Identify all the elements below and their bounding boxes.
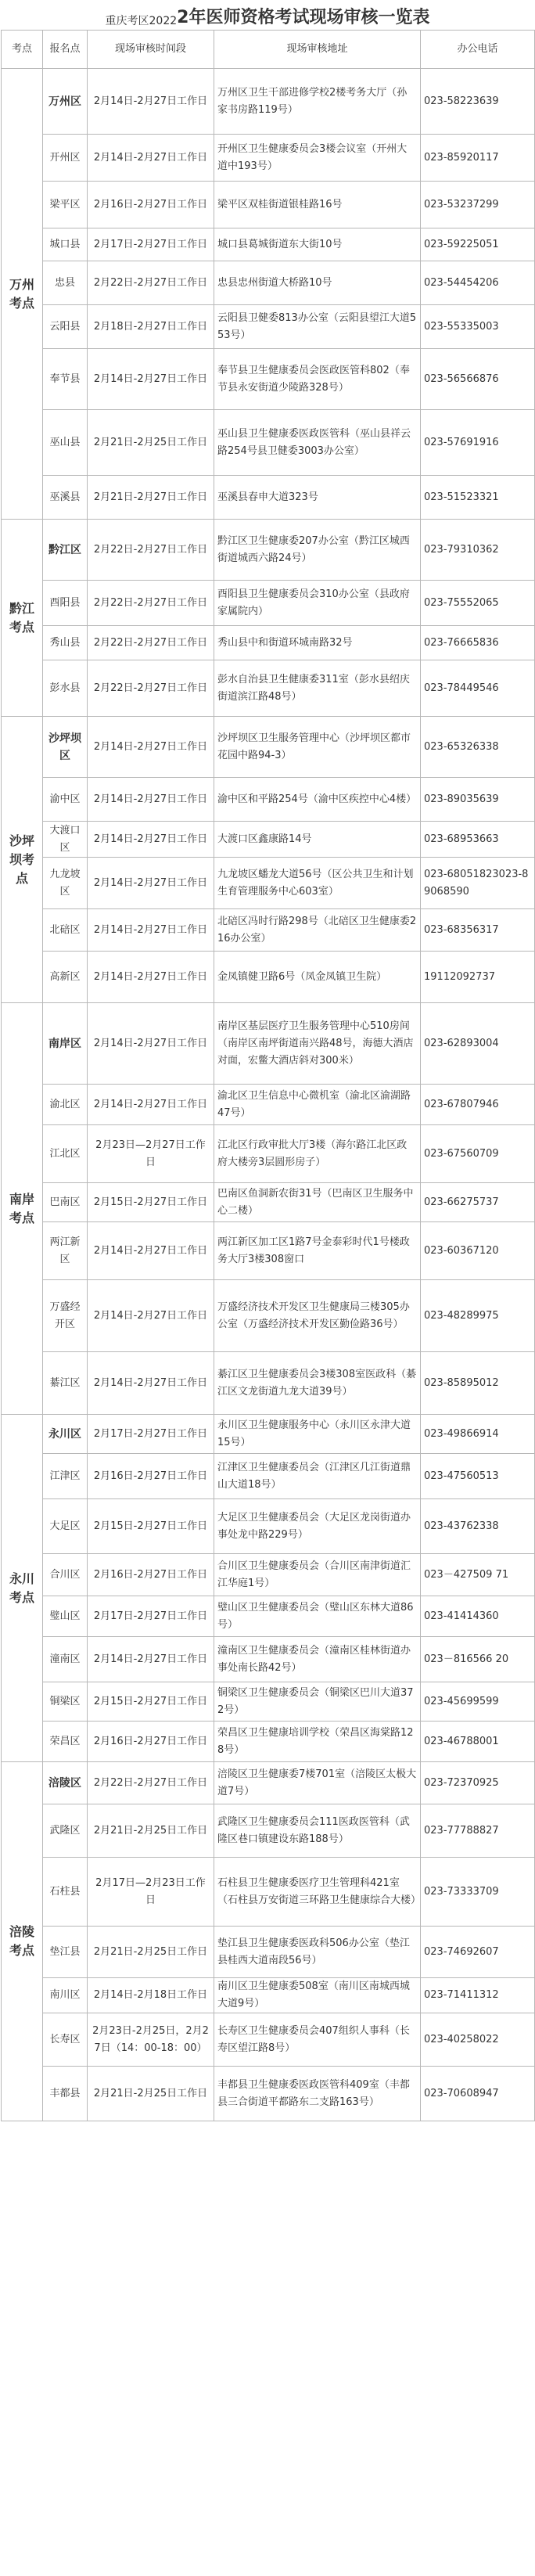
county-cell: 巫溪县 [43, 476, 88, 520]
region-cell: 万州考点 [2, 69, 43, 520]
address-cell: 潼南区卫生健康委员会（潼南区桂林街道办事处南长路42号） [214, 1637, 421, 1682]
dates-cell: 2月16日-2月27日工作日 [88, 1722, 214, 1762]
county-cell: 石柱县 [43, 1858, 88, 1927]
table-row [2, 1003, 535, 1085]
address-cell: 万州区卫生干部进修学校2楼考务大厅（孙家书房路119号） [214, 69, 421, 135]
table-row [2, 1280, 535, 1352]
table-row [2, 1927, 535, 1978]
header-address: 现场审核地址 [214, 31, 421, 69]
phone-cell: 023-51523321 [421, 476, 535, 520]
phone-cell: 023-49866914 [421, 1415, 535, 1454]
address-cell: 秀山县中和街道环城南路32号 [214, 626, 421, 660]
county-cell: 万州区 [43, 69, 88, 135]
phone-cell: 023-55335003 [421, 305, 535, 349]
address-cell: 城口县葛城街道东大街10号 [214, 228, 421, 261]
address-cell: 北碚区冯时行路298号（北碚区卫生健康委216办公室） [214, 909, 421, 952]
county-cell: 酉阳县 [43, 581, 88, 626]
county-cell: 铜梁区 [43, 1682, 88, 1722]
region-cell: 黔江考点 [2, 520, 43, 717]
address-cell: 酉阳县卫生健康委员会310办公室（县政府家属院内） [214, 581, 421, 626]
address-cell: 铜梁区卫生健康委员会（铜梁区巴川大道372号） [214, 1682, 421, 1722]
county-cell: 忠县 [43, 261, 88, 305]
address-cell: 渝北区卫生信息中心微机室（渝北区渝湖路47号） [214, 1085, 421, 1125]
table-row [2, 1415, 535, 1454]
header-dates: 现场审核时间段 [88, 31, 214, 69]
dates-cell: 2月22日-2月27日工作日 [88, 1762, 214, 1804]
dates-cell: 2月21日-2月25日工作日 [88, 410, 214, 476]
phone-cell: 023-65326338 [421, 717, 535, 778]
county-cell: 永川区 [43, 1415, 88, 1454]
phone-cell: 023-40258022 [421, 2013, 535, 2067]
county-cell: 黔江区 [43, 520, 88, 581]
phone-cell: 023-85920117 [421, 135, 535, 182]
dates-cell: 2月15日-2月27日工作日 [88, 1499, 214, 1554]
phone-cell: 023－816566 20 [421, 1637, 535, 1682]
dates-cell: 2月22日-2月27日工作日 [88, 520, 214, 581]
dates-cell: 2月22日-2月27日工作日 [88, 581, 214, 626]
county-cell: 丰都县 [43, 2067, 88, 2121]
phone-cell: 023-46788001 [421, 1722, 535, 1762]
table-row [2, 261, 535, 305]
address-cell: 渝中区和平路254号（渝中区疾控中心4楼） [214, 778, 421, 822]
county-cell: 长寿区 [43, 2013, 88, 2067]
phone-cell: 023-78449546 [421, 660, 535, 717]
phone-cell: 023-68051823023-89068590 [421, 858, 535, 909]
table-row [2, 410, 535, 476]
dates-cell: 2月14日-2月27日工作日 [88, 69, 214, 135]
phone-cell: 023-68356317 [421, 909, 535, 952]
county-cell: 涪陵区 [43, 1762, 88, 1804]
phone-cell: 023-70608947 [421, 2067, 535, 2121]
county-cell: 两江新区 [43, 1222, 88, 1280]
dates-cell: 2月22日-2月27日工作日 [88, 626, 214, 660]
dates-cell: 2月17日-2月27日工作日 [88, 1596, 214, 1637]
address-cell: 南岸区基层医疗卫生服务管理中心510房间（南岸区南坪街道南兴路48号，海德大酒店对面，宏鳖大酒店斜对300米） [214, 1003, 421, 1085]
table-row [2, 778, 535, 822]
address-cell: 沙坪坝区卫生服务管理中心（沙坪坝区都市花园中路94-3） [214, 717, 421, 778]
phone-cell: 023-75552065 [421, 581, 535, 626]
county-cell: 九龙坡区 [43, 858, 88, 909]
dates-cell: 2月21日-2月25日工作日 [88, 1804, 214, 1858]
county-cell: 大足区 [43, 1499, 88, 1554]
phone-cell: 023-45699599 [421, 1682, 535, 1722]
region-cell: 涪陵考点 [2, 1762, 43, 2121]
county-cell: 梁平区 [43, 182, 88, 228]
address-cell: 涪陵区卫生健康委7楼701室（涪陵区太极大道7号） [214, 1762, 421, 1804]
dates-cell: 2月14日-2月27日工作日 [88, 952, 214, 1003]
phone-cell: 023-85895012 [421, 1352, 535, 1415]
address-cell: 合川区卫生健康委员会（合川区南津街道汇江华庭1号） [214, 1554, 421, 1596]
table-row [2, 717, 535, 778]
address-cell: 丰都县卫生健康委医政医管科409室（丰都县三合街道平都路东二支路163号） [214, 2067, 421, 2121]
table-row [2, 626, 535, 660]
table-row [2, 660, 535, 717]
address-cell: 长寿区卫生健康委员会407组织人事科（长寿区望江路8号） [214, 2013, 421, 2067]
table-row [2, 1222, 535, 1280]
table-row [2, 228, 535, 261]
dates-cell: 2月14日-2月27日工作日 [88, 1222, 214, 1280]
phone-cell: 023-48289975 [421, 1280, 535, 1352]
address-cell: 彭水自治县卫生健康委311室（彭水县绍庆街道滨江路48号） [214, 660, 421, 717]
dates-cell: 2月14日-2月27日工作日 [88, 858, 214, 909]
county-cell: 江北区 [43, 1125, 88, 1183]
address-cell: 忠县忠州街道大桥路10号 [214, 261, 421, 305]
table-row [2, 1352, 535, 1415]
page-title [0, 0, 535, 30]
title-prefix: 重庆考区2022 [105, 15, 178, 27]
address-cell: 黔江区卫生健康委207办公室（黔江区城西街道城西六路24号） [214, 520, 421, 581]
table-row [2, 1722, 535, 1762]
county-cell: 沙坪坝区 [43, 717, 88, 778]
table-row [2, 1596, 535, 1637]
county-cell: 巴南区 [43, 1183, 88, 1222]
county-cell: 城口县 [43, 228, 88, 261]
dates-cell: 2月14日-2月27日工作日 [88, 135, 214, 182]
address-cell: 荣昌区卫生健康培训学校（荣昌区海棠路128号） [214, 1722, 421, 1762]
county-cell: 北碚区 [43, 909, 88, 952]
dates-cell: 2月23日-2月25日，2月27日（14：00-18：00） [88, 2013, 214, 2067]
county-cell: 南川区 [43, 1978, 88, 2013]
dates-cell: 2月14日-2月27日工作日 [88, 1085, 214, 1125]
address-cell: 九龙坡区蟠龙大道56号（区公共卫生和计划生育管理服务中心603室） [214, 858, 421, 909]
dates-cell: 2月14日-2月18日工作日 [88, 1978, 214, 2013]
table-row [2, 2013, 535, 2067]
county-cell: 潼南区 [43, 1637, 88, 1682]
phone-cell: 023-73333709 [421, 1858, 535, 1927]
table-row [2, 822, 535, 858]
table-row [2, 1978, 535, 2013]
phone-cell: 023-77788827 [421, 1804, 535, 1858]
address-cell: 武隆区卫生健康委员会111医政医管科（武隆区巷口镇建设东路188号） [214, 1804, 421, 1858]
phone-cell: 023-74692607 [421, 1927, 535, 1978]
address-cell: 金凤镇健卫路6号（凤金凤镇卫生院） [214, 952, 421, 1003]
phone-cell: 023-62893004 [421, 1003, 535, 1085]
county-cell: 秀山县 [43, 626, 88, 660]
phone-cell: 023-71411312 [421, 1978, 535, 2013]
dates-cell: 2月17日-2月27日工作日 [88, 1415, 214, 1454]
address-cell: 两江新区加工区1路7号金泰彩时代1号楼政务大厅3楼308窗口 [214, 1222, 421, 1280]
dates-cell: 2月14日-2月27日工作日 [88, 1637, 214, 1682]
county-cell: 南岸区 [43, 1003, 88, 1085]
address-cell: 巴南区鱼洞新农街31号（巴南区卫生服务中心二楼） [214, 1183, 421, 1222]
dates-cell: 2月16日-2月27日工作日 [88, 1454, 214, 1499]
table-row [2, 1637, 535, 1682]
dates-cell: 2月15日-2月27日工作日 [88, 1183, 214, 1222]
dates-cell: 2月18日-2月27日工作日 [88, 305, 214, 349]
county-cell: 荣昌区 [43, 1722, 88, 1762]
address-cell: 巫山县卫生健康委医政医管科（巫山县祥云路254号县卫健委3003办公室） [214, 410, 421, 476]
county-cell: 渝中区 [43, 778, 88, 822]
phone-cell: 023-89035639 [421, 778, 535, 822]
table-row [2, 1682, 535, 1722]
dates-cell: 2月14日-2月27日工作日 [88, 717, 214, 778]
phone-cell: 023-43762338 [421, 1499, 535, 1554]
table-row [2, 1858, 535, 1927]
county-cell: 合川区 [43, 1554, 88, 1596]
address-cell: 綦江区卫生健康委员会3楼308室医政科（綦江区文龙街道九龙大道39号） [214, 1352, 421, 1415]
dates-cell: 2月23日—2月27日工作日 [88, 1125, 214, 1183]
dates-cell: 2月21日-2月25日工作日 [88, 1927, 214, 1978]
county-cell: 江津区 [43, 1454, 88, 1499]
review-table [1, 30, 535, 2121]
dates-cell: 2月22日-2月27日工作日 [88, 660, 214, 717]
phone-cell: 023－427509 71 [421, 1554, 535, 1596]
address-cell: 梁平区双桂街道银桂路16号 [214, 182, 421, 228]
table-row [2, 69, 535, 135]
table-row [2, 182, 535, 228]
table-row [2, 1554, 535, 1596]
dates-cell: 2月21日-2月27日工作日 [88, 476, 214, 520]
table-row [2, 1454, 535, 1499]
county-cell: 万盛经开区 [43, 1280, 88, 1352]
table-body [2, 69, 535, 2121]
phone-cell: 023-67807946 [421, 1085, 535, 1125]
phone-cell: 023-57691916 [421, 410, 535, 476]
address-cell: 万盛经济技术开发区卫生健康局三楼305办公室（万盛经济技术开发区勤俭路36号） [214, 1280, 421, 1352]
address-cell: 璧山区卫生健康委员会（璧山区东林大道86号） [214, 1596, 421, 1637]
title-main: 2年医师资格考试现场审核一览表 [177, 8, 430, 27]
table-row [2, 1183, 535, 1222]
phone-cell: 023-60367120 [421, 1222, 535, 1280]
phone-cell: 023-54454206 [421, 261, 535, 305]
dates-cell: 2月17日-2月27日工作日 [88, 228, 214, 261]
table-row [2, 909, 535, 952]
address-cell: 大足区卫生健康委员会（大足区龙岗街道办事处龙中路229号） [214, 1499, 421, 1554]
county-cell: 奉节县 [43, 349, 88, 410]
address-cell: 奉节县卫生健康委员会医政医管科802（奉节县永安街道少陵路328号） [214, 349, 421, 410]
dates-cell: 2月14日-2月27日工作日 [88, 1352, 214, 1415]
table-row [2, 581, 535, 626]
county-cell: 渝北区 [43, 1085, 88, 1125]
dates-cell: 2月17日—2月23日工作日 [88, 1858, 214, 1927]
phone-cell: 023-41414360 [421, 1596, 535, 1637]
table-row [2, 1125, 535, 1183]
table-row [2, 349, 535, 410]
dates-cell: 2月14日-2月27日工作日 [88, 778, 214, 822]
address-cell: 南川区卫生健康委508室（南川区南城西城大道9号） [214, 1978, 421, 2013]
dates-cell: 2月14日-2月27日工作日 [88, 1003, 214, 1085]
phone-cell: 023-67560709 [421, 1125, 535, 1183]
table-row [2, 1499, 535, 1554]
header-phone: 办公电话 [421, 31, 535, 69]
address-cell: 云阳县卫健委813办公室（云阳县望江大道553号） [214, 305, 421, 349]
dates-cell: 2月21日-2月25日工作日 [88, 2067, 214, 2121]
table-row [2, 520, 535, 581]
address-cell: 石柱县卫生健康委医疗卫生管理科421室（石柱县万安街道三环路卫生健康综合大楼） [214, 1858, 421, 1927]
phone-cell: 19112092737 [421, 952, 535, 1003]
address-cell: 垫江县卫生健康委医政科506办公室（垫江县桂西大道南段56号） [214, 1927, 421, 1978]
phone-cell: 023-53237299 [421, 182, 535, 228]
county-cell: 大渡口区 [43, 822, 88, 858]
header-county: 报名点 [43, 31, 88, 69]
table-row [2, 135, 535, 182]
address-cell: 开州区卫生健康委员会3楼会议室（开州大道中193号） [214, 135, 421, 182]
phone-cell: 023-66275737 [421, 1183, 535, 1222]
table-row [2, 305, 535, 349]
phone-cell: 023-76665836 [421, 626, 535, 660]
table-row [2, 1804, 535, 1858]
table-row [2, 476, 535, 520]
phone-cell: 023-47560513 [421, 1454, 535, 1499]
header-region: 考点 [2, 31, 43, 69]
region-cell: 沙坪坝考点 [2, 717, 43, 1003]
phone-cell: 023-72370925 [421, 1762, 535, 1804]
table-header-row [2, 31, 535, 69]
dates-cell: 2月16日-2月27日工作日 [88, 1554, 214, 1596]
address-cell: 江北区行政审批大厅3楼（海尔路江北区政府大楼旁3层圆形房子） [214, 1125, 421, 1183]
dates-cell: 2月14日-2月27日工作日 [88, 1280, 214, 1352]
region-cell: 南岸考点 [2, 1003, 43, 1415]
table-row [2, 1085, 535, 1125]
county-cell: 巫山县 [43, 410, 88, 476]
address-cell: 江津区卫生健康委员会（江津区几江街道鼎山大道18号） [214, 1454, 421, 1499]
dates-cell: 2月14日-2月27日工作日 [88, 909, 214, 952]
dates-cell: 2月14日-2月27日工作日 [88, 349, 214, 410]
county-cell: 彭水县 [43, 660, 88, 717]
table-row [2, 1762, 535, 1804]
phone-cell: 023-59225051 [421, 228, 535, 261]
county-cell: 武隆区 [43, 1804, 88, 1858]
county-cell: 璧山区 [43, 1596, 88, 1637]
dates-cell: 2月22日-2月27日工作日 [88, 261, 214, 305]
dates-cell: 2月15日-2月27日工作日 [88, 1682, 214, 1722]
phone-cell: 023-79310362 [421, 520, 535, 581]
county-cell: 綦江区 [43, 1352, 88, 1415]
county-cell: 垫江县 [43, 1927, 88, 1978]
address-cell: 永川区卫生健康服务中心（永川区永津大道15号） [214, 1415, 421, 1454]
phone-cell: 023-58223639 [421, 69, 535, 135]
county-cell: 云阳县 [43, 305, 88, 349]
phone-cell: 023-68953663 [421, 822, 535, 858]
county-cell: 开州区 [43, 135, 88, 182]
phone-cell: 023-56566876 [421, 349, 535, 410]
address-cell: 大渡口区鑫康路14号 [214, 822, 421, 858]
table-row [2, 952, 535, 1003]
table-row [2, 858, 535, 909]
region-cell: 永川考点 [2, 1415, 43, 1762]
county-cell: 高新区 [43, 952, 88, 1003]
dates-cell: 2月16日-2月27日工作日 [88, 182, 214, 228]
address-cell: 巫溪县春申大道323号 [214, 476, 421, 520]
dates-cell: 2月14日-2月27日工作日 [88, 822, 214, 858]
table-row [2, 2067, 535, 2121]
